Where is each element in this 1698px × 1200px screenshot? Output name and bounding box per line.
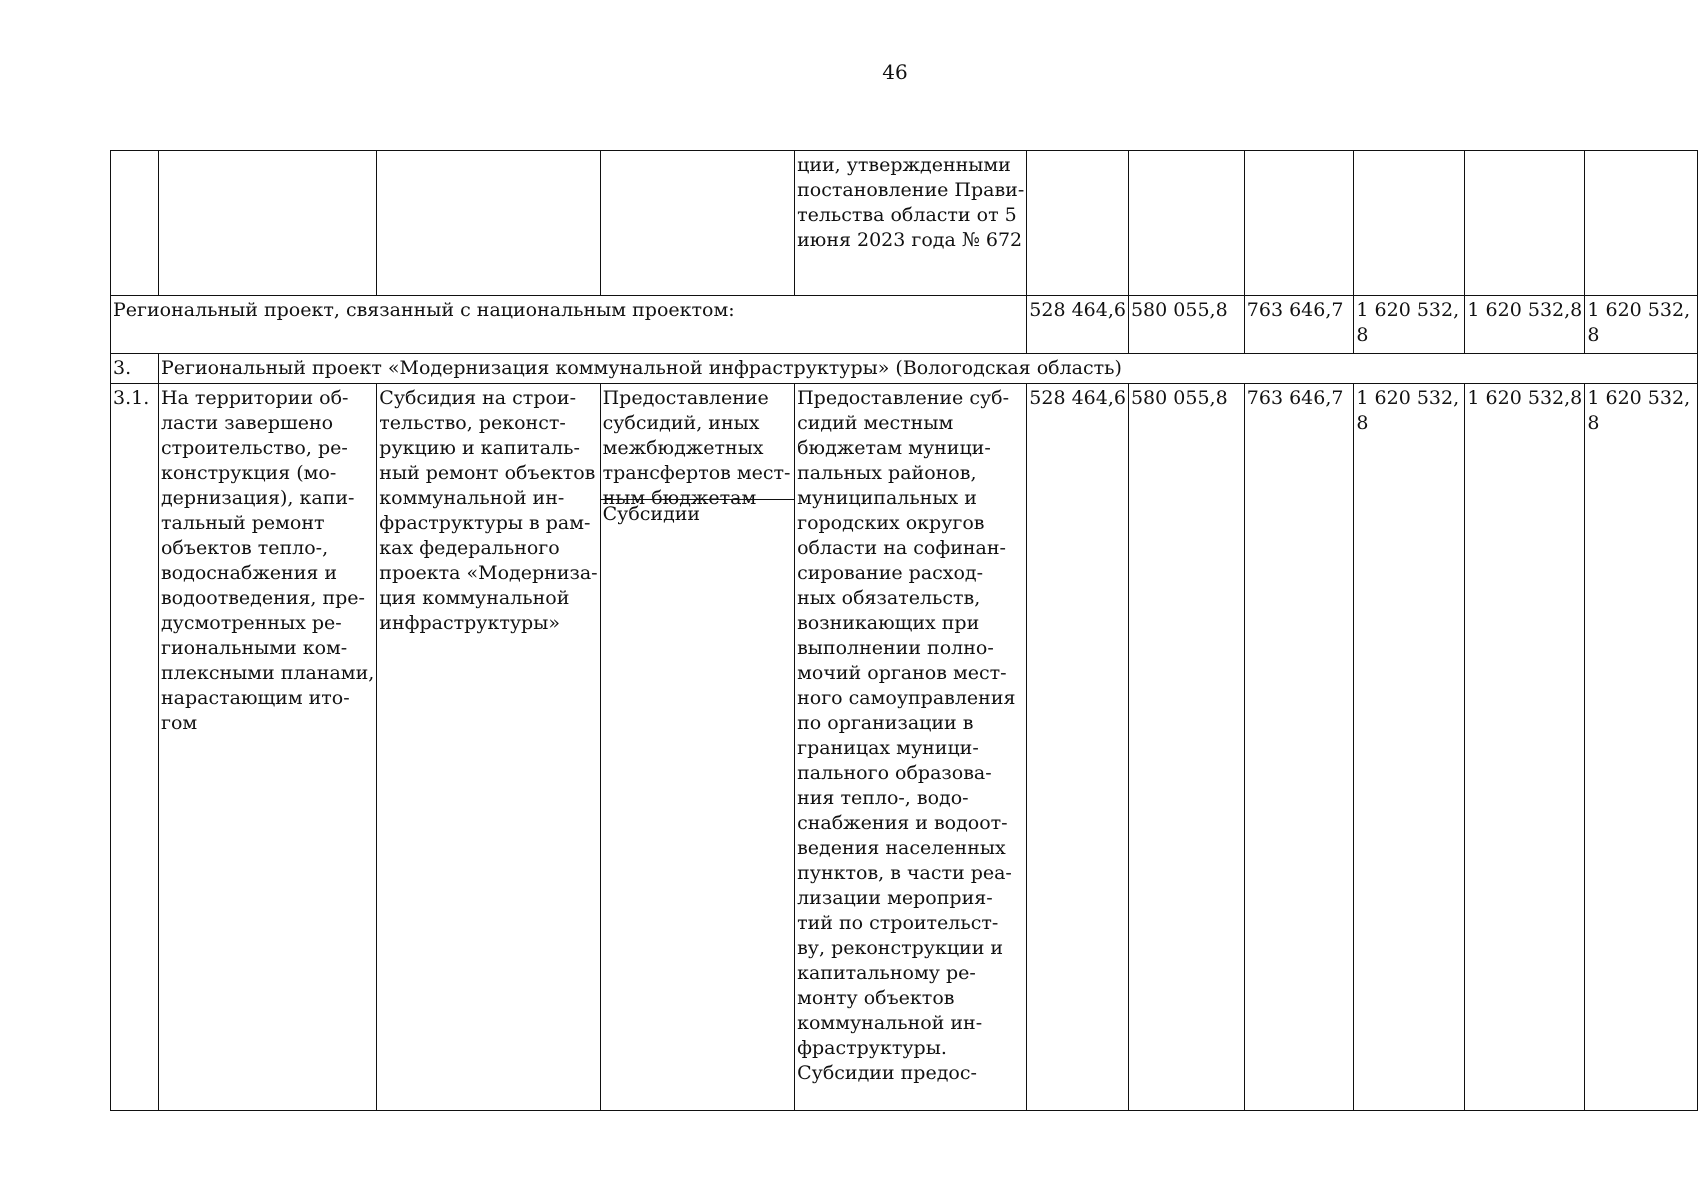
basis-line: постановление Прави- <box>797 179 1025 201</box>
cell-empty <box>377 151 600 296</box>
basis-line: июня 2023 года № 672 <box>797 229 1023 251</box>
value-cell: 1 620 532, 8 <box>1354 296 1465 354</box>
basis-line: тельства области от 5 <box>797 204 1017 226</box>
item-activity: Субсидия на строи- тельство, реконст- рукцию и капиталь- ный ремонт объектов коммунальной ин- фраструктуры в рам- ках федерального проекта «Модерниза- ция коммунальной инфраструктуры» <box>377 384 600 1111</box>
cell-empty <box>1465 151 1585 296</box>
page-number: 46 <box>882 60 908 84</box>
cell-empty <box>111 151 159 296</box>
value-cell: 1 620 532,8 <box>1465 296 1585 354</box>
table-row-item <box>111 384 1698 1111</box>
value-cell: 1 620 532, 8 <box>1585 296 1698 354</box>
value-cell: 763 646,7 <box>1244 296 1354 354</box>
value-cell: 763 646,7 <box>1244 384 1354 1111</box>
cell-empty <box>1354 151 1465 296</box>
cell-empty <box>600 151 795 296</box>
value-cell: 580 055,8 <box>1128 384 1244 1111</box>
regional-total-label: Региональный проект, связанный с национальным проектом: <box>111 296 1027 354</box>
value-cell: 1 620 532,8 <box>1465 384 1585 1111</box>
value-cell: 1 620 532, 8 <box>1354 384 1465 1111</box>
section-title: Региональный проект «Модернизация коммунальной инфраструктуры» (Вологодская область) <box>158 354 1697 384</box>
basis-line: ции, утвержденными <box>797 154 1011 176</box>
cell-basis-continuation <box>795 151 1027 296</box>
cell-empty <box>1244 151 1354 296</box>
value-cell: 528 464,6 <box>1027 384 1129 1111</box>
cell-empty <box>1128 151 1244 296</box>
item-result: На территории об- ласти завершено строительство, ре- конструкция (мо- дернизация), капи- тальный ремонт объектов тепло-, водоснабжения и водоотведения, пре- дусмотренных ре- гиональными ком- плексными планами, нарастающим ито- гом <box>158 384 376 1111</box>
cell-empty <box>158 151 376 296</box>
budget-table <box>110 150 1698 1111</box>
cell-empty <box>1585 151 1698 296</box>
cell-empty <box>1027 151 1129 296</box>
item-type-description: Предоставление субсидий, иных межбюджетных трансфертов мест- ным бюджетам <box>601 384 795 500</box>
value-cell: 1 620 532, 8 <box>1585 384 1698 1111</box>
table-row-section <box>111 354 1698 384</box>
item-type-sub: Субсидии <box>602 503 701 525</box>
item-type <box>600 384 795 1111</box>
value-cell: 580 055,8 <box>1128 296 1244 354</box>
item-description: Предоставление суб- сидий местным бюджетам муници- пальных районов, муниципальных и городских округов области на софинан- сирование расход- ных обязательств, возникающих при выполнении полно- мочий органов мест- ного самоуправления по организации в границах муници- пального образова- ния тепло-, водо- снабжения и водоот- ведения населенных пунктов, в части реа- лизации мероприя- тий по строительст- ву, реконструкции и капитальному ре- монту объектов коммунальной ин- фраструктуры. Субсидии предос- <box>795 384 1027 1111</box>
table-row-regional-total <box>111 296 1698 354</box>
value-cell: 528 464,6 <box>1027 296 1129 354</box>
section-number: 3. <box>111 354 159 384</box>
table-row-continuation <box>111 151 1698 296</box>
item-number: 3.1. <box>111 384 159 1111</box>
